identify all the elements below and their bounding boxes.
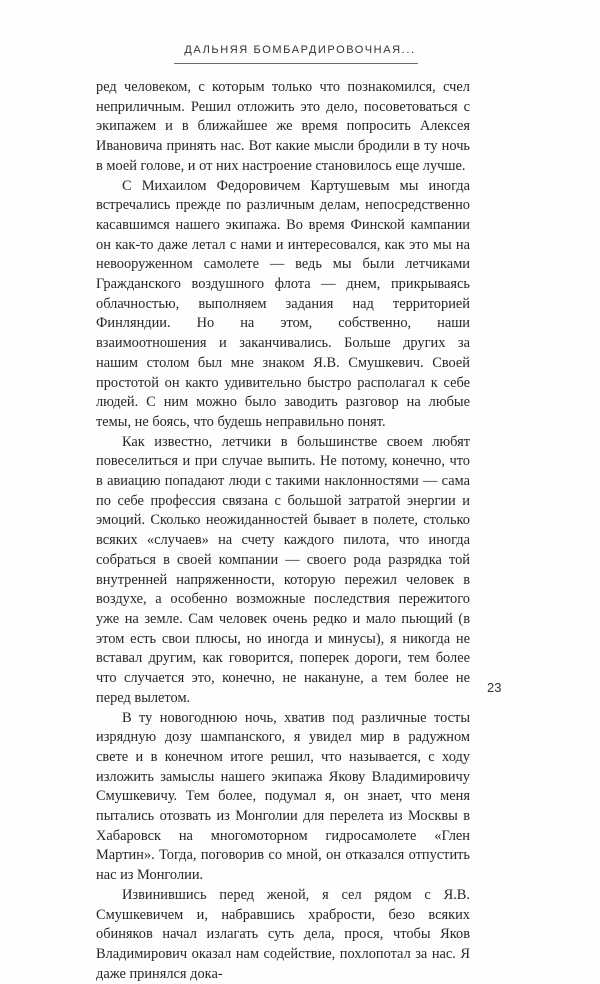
page-number: 23: [487, 680, 502, 695]
running-header: ДАЛЬНЯЯ БОМБАРДИРОВОЧНАЯ...: [184, 44, 416, 56]
body-text: [96, 78, 470, 984]
paragraph: Как известно, летчики в большинстве своем любят повеселиться и при случае выпить. Не потому, конечно, что в авиацию попадают люди с такими наклонностями — сама по себе профессия связана с большой затратой энергии и эмоций. Сколько неожиданностей бывает в полете, столько всяких «случаев» на счету каждого пилота, что иногда собраться в своей компании — своего рода разрядка той внутренней напряженности, которую пережил человек в воздухе, а особенно возможные последствия пережитого уже на земле. Сам человек очень редко и мало пьющий (в этом есть свои плюсы, но иногда и минусы), я никогда не вставал другим, как говорится, поперек дороги, тем более что случается это, конечно, не накануне, а тем более не перед вылетом.: [96, 433, 470, 706]
header-rule: [174, 63, 418, 64]
paragraph: Извинившись перед женой, я сел рядом с Я.В. Смушкевичем и, набравшись храбрости, безо всяких обиняков начал излагать суть дела, прося, чтобы Яков Владимирович оказал нам содействие, похлопотал за нас. Я даже принялся дока-: [96, 886, 470, 982]
paragraph: С Михаилом Федоровичем Картушевым мы иногда встречались прежде по различным делам, непосредственно касавшимся нашего экипажа. Во время Финской кампании он как-то даже летал с нами и интересовался, как это мы на невооруженном самолете — ведь мы были летчиками Гражданского воздушного флота — днем, прикрываясь облачностью, выполняем задания над территорией Финляндии. Но на этом, собственно, наши взаимоотношения и заканчивались. Больше других за нашим столом был мне знаком Я.В. Смушкевич. Своей простотой он както удивительно быстро располагал к себе людей. С ним можно было заводить разговор на любые темы, не боясь, что будешь неправильно понят.: [96, 177, 470, 430]
paragraph: ред человеком, с которым только что познакомился, счел неприличным. Решил отложить это дело, посоветоваться с экипажем и в ближайшее же время попросить Алексея Ивановича принять нас. Вот какие мысли бродили в ту ночь в моей голове, и от них настроение становилось еще лучше.: [96, 79, 470, 174]
paragraph: В ту новогоднюю ночь, хватив под различные тосты изрядную дозу шампанского, я увидел мир в радужном свете и в конечном итоге решил, что называется, с ходу изложить замыслы нашего экипажа Якову Владимировичу Смушкевичу. Тем более, подумал я, он знает, что меня пытались отозвать из Монголии для перелета из Москвы в Хабаровск на многомоторном гидросамолете «Глен Мартин». Тогда, поговорив со мной, он отказался отпустить нас из Монголии.: [96, 709, 470, 884]
